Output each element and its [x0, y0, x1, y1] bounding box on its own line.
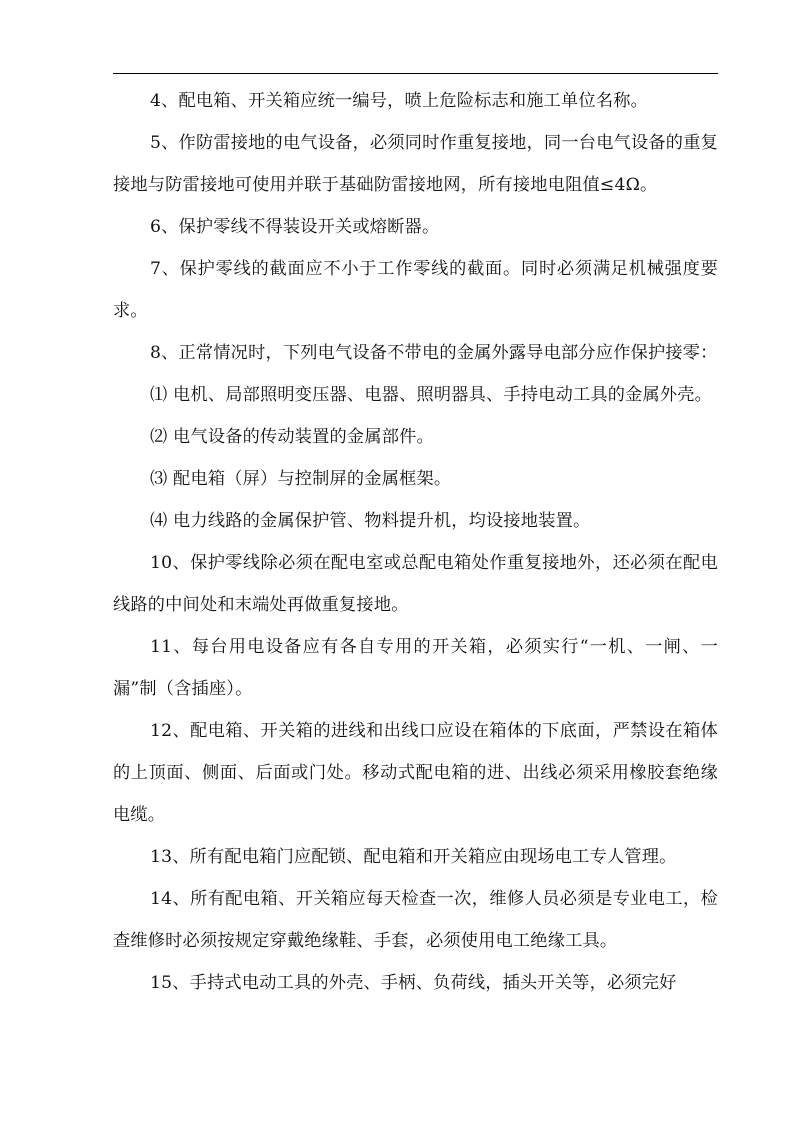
paragraph-item-14: 14、所有配电箱、开关箱应每天检查一次，维修人员必须是专业电工，检查维修时必须按规定穿戴绝缘鞋、手套，必须使用电工绝缘工具。 — [113, 889, 718, 951]
paragraph-item-15: 15、手持式电动工具的外壳、手柄、负荷线，插头开关等，必须完好 — [150, 973, 677, 993]
paragraph-item-4: 4、配电箱、开关箱应统一编号，喷上危险标志和施工单位名称。 — [150, 91, 648, 111]
sub-item-3: ⑶ 配电箱（屏）与控制屏的金属框架。 — [150, 469, 452, 489]
sub-item-4: ⑷ 电力线路的金属保护管、物料提升机，均设接地装置。 — [150, 511, 591, 531]
paragraph-item-13: 13、所有配电箱门应配锁、配电箱和开关箱应由现场电工专人管理。 — [150, 847, 677, 867]
paragraph-item-12: 12、配电箱、开关箱的进线和出线口应设在箱体的下底面，严禁设在箱体的上顶面、侧面、后面或门处。移动式配电箱的进、出线必须采用橡胶套绝缘电缆。 — [113, 721, 718, 825]
header-rule — [113, 73, 718, 74]
paragraph-item-10: 10、保护零线除必须在配电室或总配电箱处作重复接地外，还必须在配电线路的中间处和末端处再做重复接地。 — [113, 553, 718, 615]
paragraph-item-5: 5、作防雷接地的电气设备，必须同时作重复接地，同一台电气设备的重复接地与防雷接地可使用并联于基础防雷接地网，所有接地电阻值≤4Ω。 — [113, 133, 718, 195]
paragraph-item-11: 11、每台用电设备应有各自专用的开关箱，必须实行“一机、一闸、一漏”制（含插座）。 — [113, 637, 718, 699]
document-body — [113, 80, 718, 1004]
paragraph-item-7: 7、保护零线的截面应不小于工作零线的截面。同时必须满足机械强度要求。 — [113, 259, 718, 321]
sub-item-1: ⑴ 电机、局部照明变压器、电器、照明器具、手持电动工具的金属外壳。 — [150, 385, 713, 405]
paragraph-item-8: 8、正常情况时，下列电气设备不带电的金属外露导电部分应作保护接零： — [150, 343, 718, 363]
paragraph-item-6: 6、保护零线不得装设开关或熔断器。 — [150, 217, 440, 237]
sub-item-2: ⑵ 电气设备的传动装置的金属部件。 — [150, 427, 434, 447]
